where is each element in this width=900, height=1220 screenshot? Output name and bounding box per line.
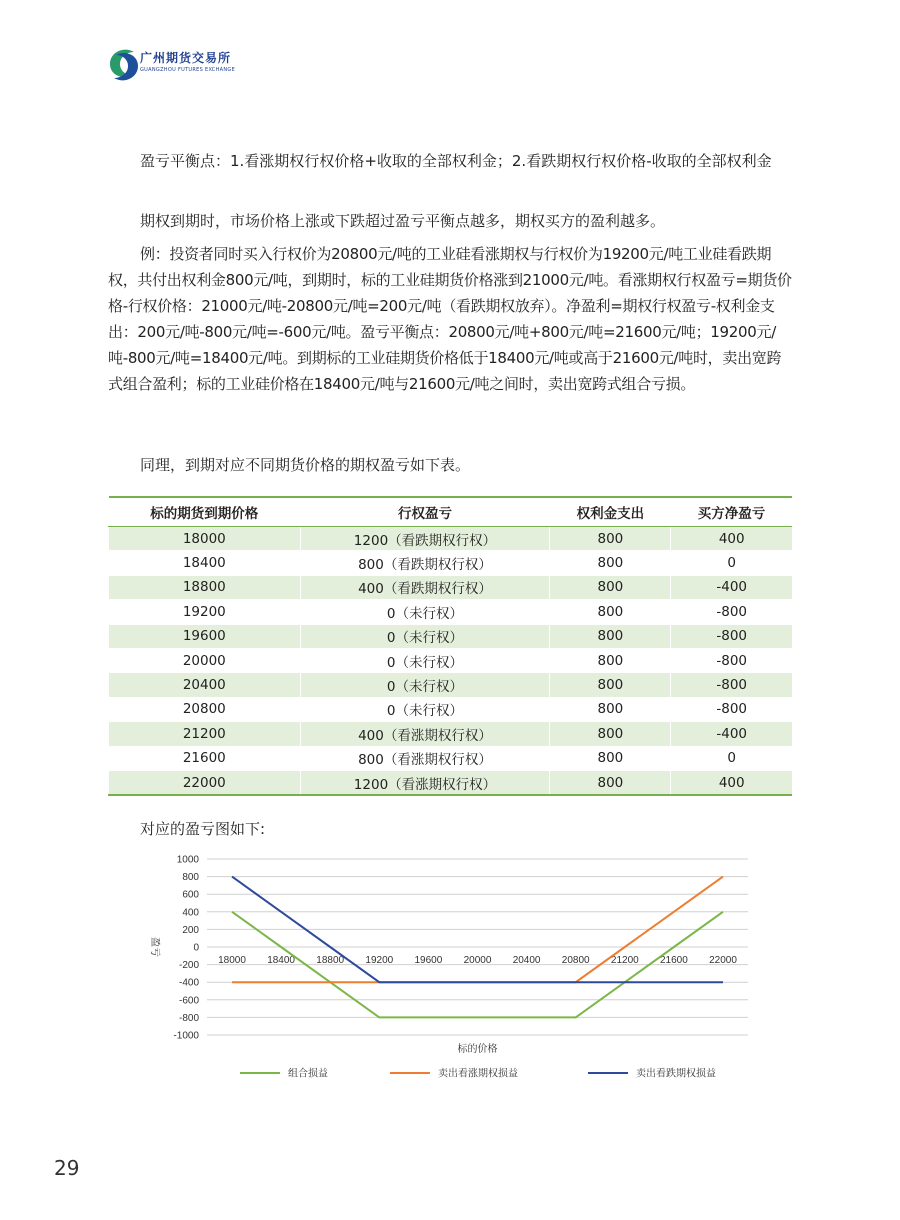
y-tick-label: 200 <box>182 924 199 936</box>
cell: 800 <box>550 527 671 551</box>
table-row <box>109 648 793 672</box>
table-row <box>109 770 793 795</box>
table-row <box>109 673 793 697</box>
cell: 0（未行权） <box>300 673 550 697</box>
cell: 400 <box>671 770 792 795</box>
chart-caption: 对应的盈亏图如下: <box>140 820 266 838</box>
profit-loss-table <box>108 496 792 796</box>
breakeven-paragraph: 盈亏平衡点：1.看涨期权行权价格+收取的全部权利金；2.看跌期权行权价格-收取的全部权利金 <box>140 152 772 170</box>
y-tick-label: 400 <box>182 907 199 919</box>
header-net-pl: 买方净盈亏 <box>671 497 792 527</box>
y-tick-label: 1000 <box>176 854 199 866</box>
logo-name-en: GUANGZHOU FUTURES EXCHANGE <box>140 67 236 73</box>
table-row <box>109 600 793 624</box>
table-row <box>109 527 793 551</box>
table-intro-paragraph: 同理，到期对应不同期货价格的期权盈亏如下表。 <box>140 456 471 474</box>
table-row <box>109 697 793 721</box>
y-tick-label: 600 <box>182 889 199 901</box>
cell: 800 <box>550 673 671 697</box>
cell: 400（看跌期权行权） <box>300 575 550 599</box>
cell: 0（未行权） <box>300 600 550 624</box>
x-tick-label: 18400 <box>267 955 296 966</box>
cell: 0 <box>671 746 792 770</box>
x-tick-label: 20800 <box>561 955 590 966</box>
cell: 19600 <box>109 624 301 648</box>
x-axis-label: 标的价格 <box>457 1044 498 1055</box>
cell: 800（看跌期权行权） <box>300 551 550 575</box>
x-tick-label: 18800 <box>316 955 345 966</box>
cell: 800 <box>550 648 671 672</box>
y-axis-label: 盈亏 <box>149 937 160 957</box>
example-paragraph: 例：投资者同时买入行权价为20800元/吨的工业硅看涨期权与行权价为19200元/吨工业硅看跌期权，共付出权利金800元/吨，到期时，标的工业硅期货价格涨到21000元/吨。看涨期权行权盈亏=期货价格-行权价格：21000元/吨-20800元/吨=200元/吨（看跌期权放弃）。净盈利=期权行权盈亏-权利金支出：200元/吨-800元/吨=-600元/吨。盈亏平衡点：20800元/吨+800元/吨=21600元/吨；19200元/吨-800元/吨=18400元/吨。到期标的工业硅期货价格低于18400元/吨或高于21600元/吨时，卖出宽跨式组合盈利；标的工业硅价格在18400元/吨与21600元/吨之间时，卖出宽跨式组合亏损。 <box>108 245 792 393</box>
cell: 800 <box>550 746 671 770</box>
cell: 400 <box>671 527 792 551</box>
cell: 21200 <box>109 722 301 746</box>
cell: -800 <box>671 648 792 672</box>
cell: -800 <box>671 624 792 648</box>
cell: -400 <box>671 722 792 746</box>
table-row <box>109 624 793 648</box>
cell: 22000 <box>109 770 301 795</box>
cell: 800 <box>550 624 671 648</box>
y-tick-label: -200 <box>178 960 199 972</box>
cell: 800 <box>550 697 671 721</box>
y-tick-label: 0 <box>193 942 199 954</box>
y-tick-label: -400 <box>178 977 199 989</box>
header-expiry-price: 标的期货到期价格 <box>109 497 301 527</box>
cell: 0（未行权） <box>300 697 550 721</box>
x-tick-label: 22000 <box>709 955 737 966</box>
profit-loss-chart <box>140 845 760 1090</box>
cell: 800 <box>550 551 671 575</box>
header-exercise-pl: 行权盈亏 <box>300 497 550 527</box>
logo-name-cn: 广州期货交易所 <box>140 51 232 65</box>
table-row <box>109 746 793 770</box>
cell: 0（未行权） <box>300 648 550 672</box>
cell: 18400 <box>109 551 301 575</box>
cell: 18000 <box>109 527 301 551</box>
cell: -800 <box>671 697 792 721</box>
cell: 800（看涨期权行权） <box>300 746 550 770</box>
table-row <box>109 575 793 599</box>
legend-label: 组合损益 <box>288 1068 328 1080</box>
cell: -800 <box>671 673 792 697</box>
cell: 1200（看跌期权行权） <box>300 527 550 551</box>
cell: 0 <box>671 551 792 575</box>
profit-paragraph: 期权到期时，市场价格上涨或下跌超过盈亏平衡点越多，期权买方的盈利越多。 <box>140 212 666 230</box>
cell: 20400 <box>109 673 301 697</box>
table-header-row <box>109 497 793 527</box>
cell: 20800 <box>109 697 301 721</box>
x-tick-label: 21200 <box>610 955 639 966</box>
x-tick-label: 19200 <box>365 955 394 966</box>
cell: 800 <box>550 575 671 599</box>
legend-label: 卖出看跌期权损益 <box>636 1068 716 1080</box>
cell: 800 <box>550 770 671 795</box>
y-tick-label: -800 <box>178 1012 199 1024</box>
cell: 400（看涨期权行权） <box>300 722 550 746</box>
cell: -800 <box>671 600 792 624</box>
header-premium: 权利金支出 <box>550 497 671 527</box>
cell: 1200（看涨期权行权） <box>300 770 550 795</box>
cell: 0（未行权） <box>300 624 550 648</box>
y-tick-label: 800 <box>182 872 199 884</box>
x-tick-label: 19600 <box>414 955 443 966</box>
cell: 800 <box>550 600 671 624</box>
cell: 20000 <box>109 648 301 672</box>
x-tick-label: 20400 <box>512 955 541 966</box>
cell: 18800 <box>109 575 301 599</box>
cell: 21600 <box>109 746 301 770</box>
x-tick-label: 20000 <box>463 955 492 966</box>
y-tick-label: -1000 <box>173 1030 199 1042</box>
cell: -400 <box>671 575 792 599</box>
page-number: 29 <box>54 1156 80 1180</box>
table-row <box>109 722 793 746</box>
x-tick-label: 21600 <box>659 955 688 966</box>
legend-label: 卖出看涨期权损益 <box>438 1068 518 1080</box>
cell: 800 <box>550 722 671 746</box>
cell: 19200 <box>109 600 301 624</box>
y-tick-label: -600 <box>178 995 199 1007</box>
table-row <box>109 551 793 575</box>
x-tick-label: 18000 <box>218 955 246 966</box>
